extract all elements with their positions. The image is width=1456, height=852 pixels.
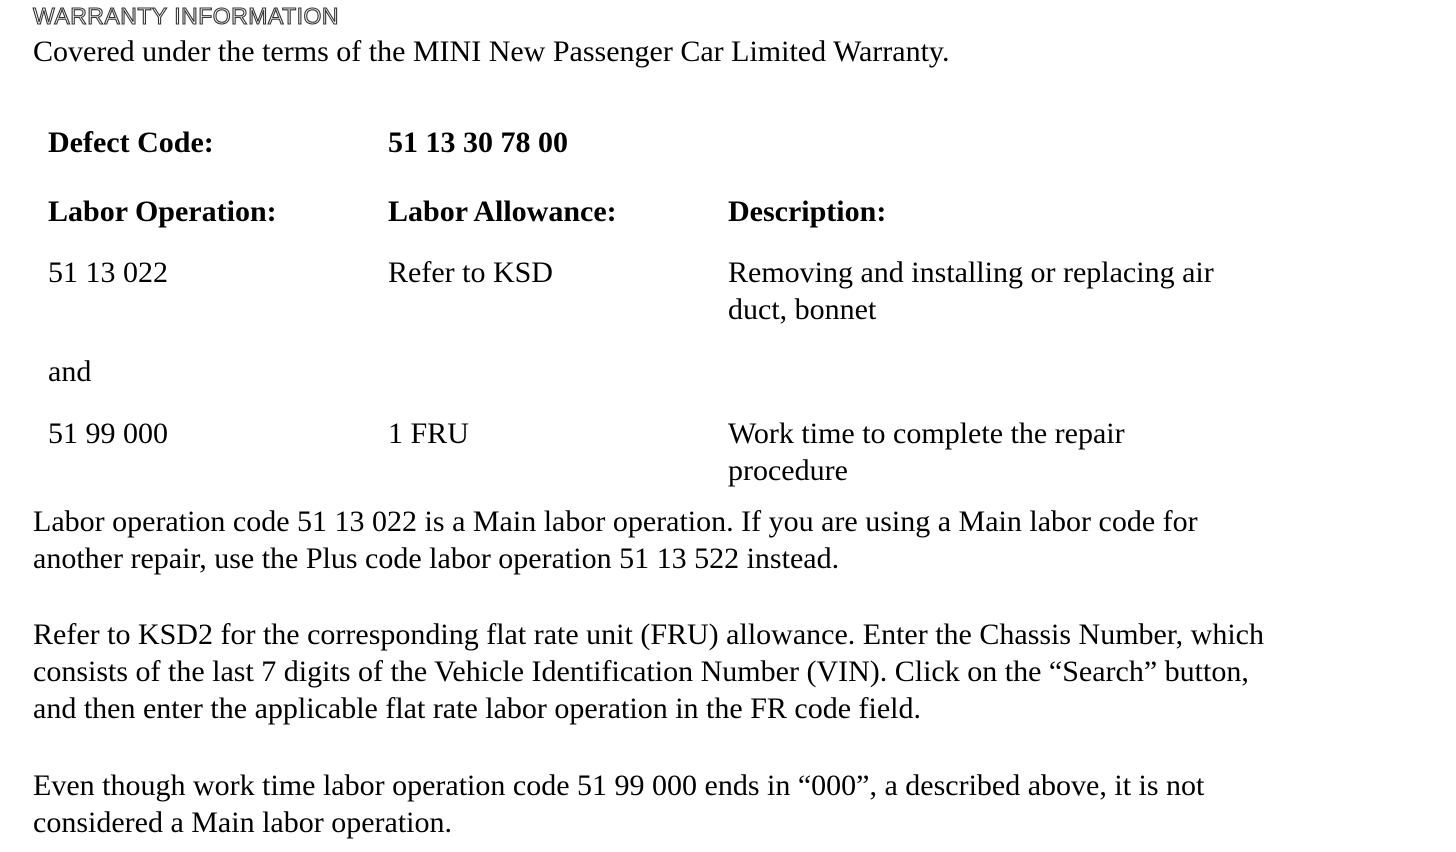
defect-code-value: 51 13 30 78 00 bbox=[388, 126, 568, 159]
header-labor-allowance: Labor Allowance: bbox=[388, 195, 617, 228]
paragraph-line: Refer to KSD2 for the corresponding flat rate unit (FRU) allowance. Enter the Chassis Number, which bbox=[33, 618, 1264, 651]
row1-labor-allowance: Refer to KSD bbox=[388, 256, 553, 289]
paragraph-line: consists of the last 7 digits of the Vehicle Identification Number (VIN). Click on the “Search” button, bbox=[33, 655, 1249, 688]
row2-labor-operation: 51 99 000 bbox=[48, 417, 168, 450]
paragraph-line: Labor operation code 51 13 022 is a Main labor operation. If you are using a Main labor code for bbox=[33, 505, 1198, 538]
header-labor-operation: Labor Operation: bbox=[48, 195, 277, 228]
paragraph-line: another repair, use the Plus code labor operation 51 13 522 instead. bbox=[33, 542, 840, 575]
section-heading: WARRANTY INFORMATION bbox=[33, 3, 340, 29]
connector-and: and bbox=[48, 355, 92, 388]
paragraph-line: Even though work time labor operation code 51 99 000 ends in “000”, a described above, it is not bbox=[33, 769, 1205, 802]
paragraph-line: considered a Main labor operation. bbox=[33, 806, 453, 839]
row1-description-line2: duct, bonnet bbox=[728, 293, 877, 326]
row2-labor-allowance: 1 FRU bbox=[388, 417, 469, 450]
paragraph-main-labor bbox=[33, 503, 1433, 577]
row1-labor-operation: 51 13 022 bbox=[48, 256, 168, 289]
row2-description-line1: Work time to complete the repair bbox=[728, 417, 1125, 450]
paragraph-work-time bbox=[33, 767, 1433, 841]
intro-text: Covered under the terms of the MINI New Passenger Car Limited Warranty. bbox=[33, 35, 950, 68]
paragraph-line: and then enter the applicable flat rate labor operation in the FR code field. bbox=[33, 692, 921, 725]
row1-description-line1: Removing and installing or replacing air bbox=[728, 256, 1214, 289]
defect-code-label: Defect Code: bbox=[48, 126, 214, 159]
paragraph-ksd2 bbox=[33, 616, 1433, 727]
row2-description-line2: procedure bbox=[728, 454, 848, 487]
header-description: Description: bbox=[728, 195, 887, 228]
